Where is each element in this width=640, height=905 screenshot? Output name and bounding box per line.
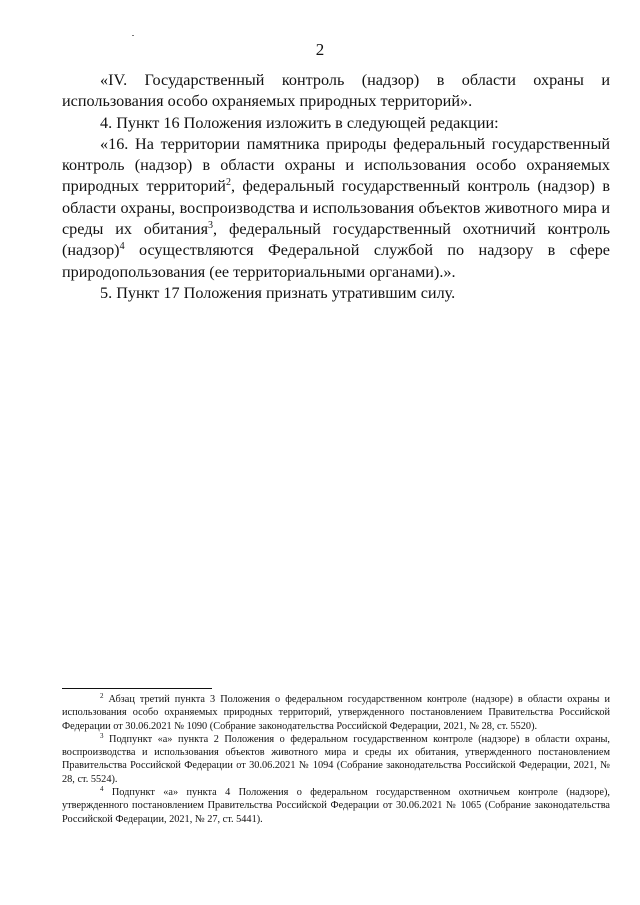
footnote <box>62 733 610 786</box>
footnote-reference: 4 <box>119 241 125 253</box>
footnote-mark: 4 <box>100 785 104 794</box>
footnote-text: Подпункт «а» пункта 2 Положения о федеральном государственном контроле (надзоре) в области охраны, воспроизводства и использования объектов животного мира и среды их обитания, утвержденного постановлением Правительства Российской Федерации от 30.06.2021 № 1094 (Собрание законодательства Российской Федерации, 2021, № 28, ст. 5524). <box>62 733 610 785</box>
page-number: 2 <box>315 40 325 59</box>
footnote <box>62 693 610 733</box>
footnote-mark: 2 <box>100 692 104 700</box>
footnote-text: Подпункт «а» пункта 4 Положения о федеральном государственном охотничьем контроле (надзоре), утвержденного постановлением Правительства Российской Федерации от 30.06.2021 № 1065 (Собрание законодательства Российской Федерации, 2021, № 27, ст. 5441). <box>62 787 610 825</box>
paragraph-text: , федеральный государственный контроль (надзор) в области охраны, воспроизводства и использования объектов животного мира и среды их обитания <box>62 177 610 239</box>
paragraph-item-16-quote <box>62 134 610 283</box>
footnotes-section <box>62 693 610 826</box>
footnote-separator <box>62 688 212 689</box>
footnote-reference: 2 <box>225 177 231 189</box>
paragraph-text: , федеральный государственный охотничий контроль (надзор) <box>62 220 611 260</box>
paragraph-text: осуществляются Федеральной службой по надзору в сфере природопользования (ее территориальными органами).». <box>62 241 610 281</box>
footnote-text: Абзац третий пункта 3 Положения о федеральном государственном контроле (надзоре) в области охраны и использования особо охраняемых природных территорий, утвержденного постановлением Правительства Российской Федерации от 30.06.2021 № 1090 (Собрание законодательства Российской Федерации, 2021, № 28, ст. 5520). <box>62 694 610 732</box>
paragraph-text: «16. На территории памятника природы федеральный государственный контроль (надзор) в области охраны и использования особо охраняемых природных территорий <box>62 134 610 196</box>
footnote-mark: 3 <box>100 731 104 740</box>
scan-speck <box>132 35 134 36</box>
paragraph-item-5: 5. Пункт 17 Положения признать утратившим силу. <box>100 283 456 302</box>
paragraph-item-4: 4. Пункт 16 Положения изложить в следующей редакции: <box>100 113 499 132</box>
document-body <box>62 70 610 304</box>
footnote <box>62 786 610 826</box>
footnote-reference: 3 <box>208 220 214 232</box>
paragraph-section-heading: «IV. Государственный контроль (надзор) в области охраны и использования особо охраняемых природных территорий». <box>62 71 610 111</box>
